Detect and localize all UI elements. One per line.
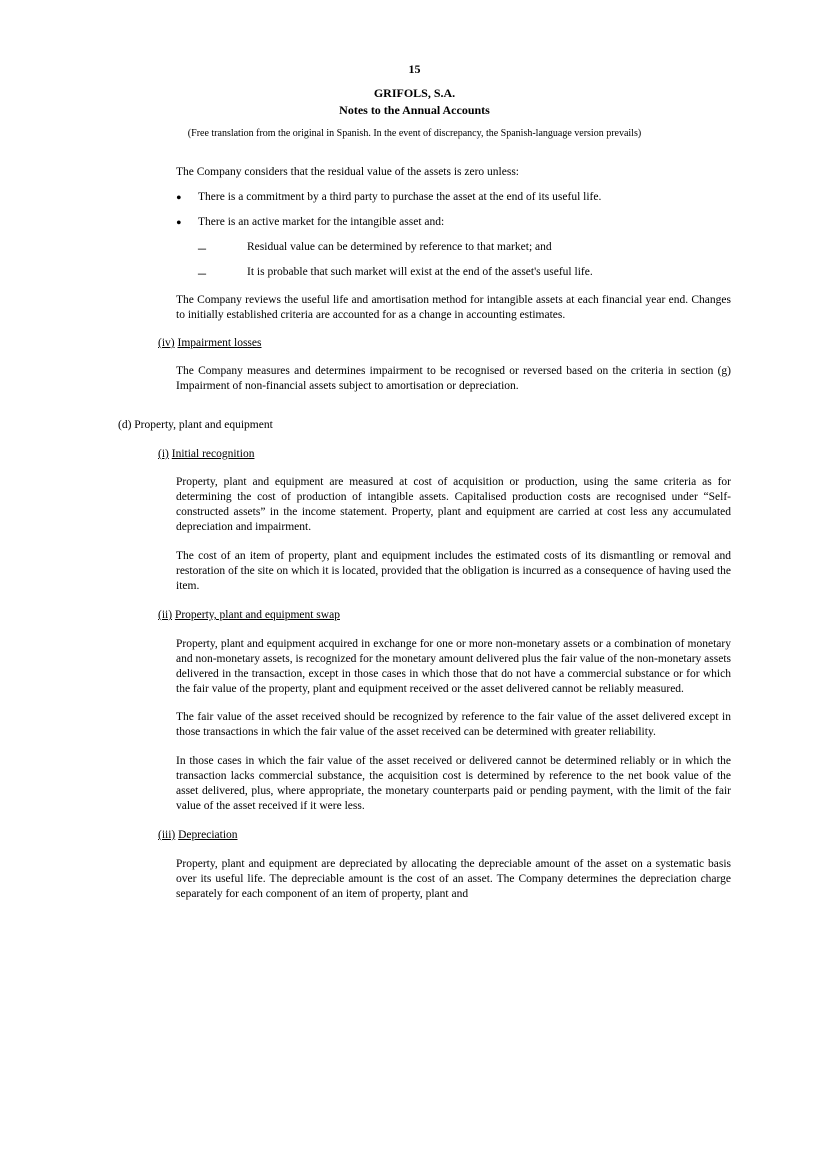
- section-heading-ppe: (d) Property, plant and equipment: [118, 419, 273, 431]
- swap-paragraph-3: In those cases in which the fair value of the asset received or delivered cannot be determined reliably or in which the transaction lacks commercial substance, the acquisition cost is determined by reference to the net book value of the asset delivered, plus, where appropriate, the monetary counterparts paid or pending payment, with the limit of the fair value of the asset received if it were less.: [176, 755, 731, 812]
- company-name: GRIFOLS, S.A.: [373, 86, 456, 100]
- document-subtitle: Notes to the Annual Accounts: [339, 103, 490, 117]
- dash-mark: –: [198, 265, 206, 282]
- subheading-title: Property, plant and equipment swap: [174, 609, 340, 621]
- subheading-depreciation: [158, 828, 829, 843]
- swap-paragraph-2: The fair value of the asset received should be recognized by reference to the fair value of the asset delivered except in those transactions in which the fair value of the asset received can be determined with greater reliability.: [176, 711, 731, 738]
- subheading-title: Impairment losses: [177, 337, 262, 349]
- list-item: [176, 240, 731, 255]
- list-item: [176, 215, 731, 230]
- bullet-mark: •: [176, 215, 182, 232]
- subheading-title: Initial recognition: [171, 448, 255, 460]
- document-body: [0, 165, 829, 902]
- dash-text: Residual value can be determined by reference to that market; and: [247, 241, 552, 253]
- page-number: 15: [408, 62, 421, 76]
- subheading-number: (iii): [158, 829, 176, 841]
- subheading-title: Depreciation: [178, 829, 238, 841]
- dash-mark: –: [198, 240, 206, 257]
- translation-note: (Free translation from the original in Spanish. In the event of discrepancy, the Spanish-language version prevails): [187, 128, 642, 139]
- review-paragraph: The Company reviews the useful life and amortisation method for intangible assets at each financial year end. Changes to initially established criteria are accounted for as a change in accounting estimates.: [176, 294, 731, 321]
- initial-paragraph-1: Property, plant and equipment are measured at cost of acquisition or production, using the same criteria as for determining the cost of production of intangible assets. Capitalised production costs are recognised under “Self-constructed assets” in the income statement. Property, plant and equipment are carried at cost less any accumulated depreciation and impairment.: [176, 476, 731, 533]
- bullet-text: There is an active market for the intangible asset and:: [198, 216, 445, 228]
- bullet-mark: •: [176, 190, 182, 207]
- subheading-number: (i): [158, 448, 169, 460]
- depreciation-paragraph-1: Property, plant and equipment are depreciated by allocating the depreciable amount of the asset on a systematic basis over its useful life. The depreciable amount is the cost of an asset. The Company determines the depreciation charge separately for each component of an item of property, plant and: [176, 858, 731, 900]
- residual-intro: The Company considers that the residual value of the assets is zero unless:: [176, 166, 519, 178]
- subheading-impairment: [158, 336, 829, 351]
- list-item: [176, 265, 731, 280]
- dash-text: It is probable that such market will exist at the end of the asset's useful life.: [247, 266, 593, 278]
- subheading-number: (iv): [158, 337, 175, 349]
- subheading-number: (ii): [158, 609, 173, 621]
- initial-paragraph-2: The cost of an item of property, plant and equipment includes the estimated costs of its dismantling or removal and restoration of the site on which it is located, provided that the obligation is incurred as a consequence of having used the item.: [176, 550, 731, 592]
- impairment-paragraph: The Company measures and determines impairment to be recognised or reversed based on the criteria in section (g) Impairment of non-financial assets subject to amortisation or depreciation.: [176, 365, 731, 392]
- swap-paragraph-1: Property, plant and equipment acquired in exchange for one or more non-monetary assets or a combination of monetary and non-monetary assets, is recognized for the monetary amount delivered plus the fair value of the non-monetary assets delivered in the transaction, except in those cases in which those that do not have a commercial substance or for which the fair value of the property, plant and equipment received or the asset delivered cannot be reliably measured.: [176, 638, 732, 695]
- bullet-text: There is a commitment by a third party to purchase the asset at the end of its useful life.: [198, 191, 602, 203]
- subheading-initial-recognition: [158, 447, 829, 462]
- list-item: [176, 190, 731, 205]
- subheading-swap: [158, 608, 829, 623]
